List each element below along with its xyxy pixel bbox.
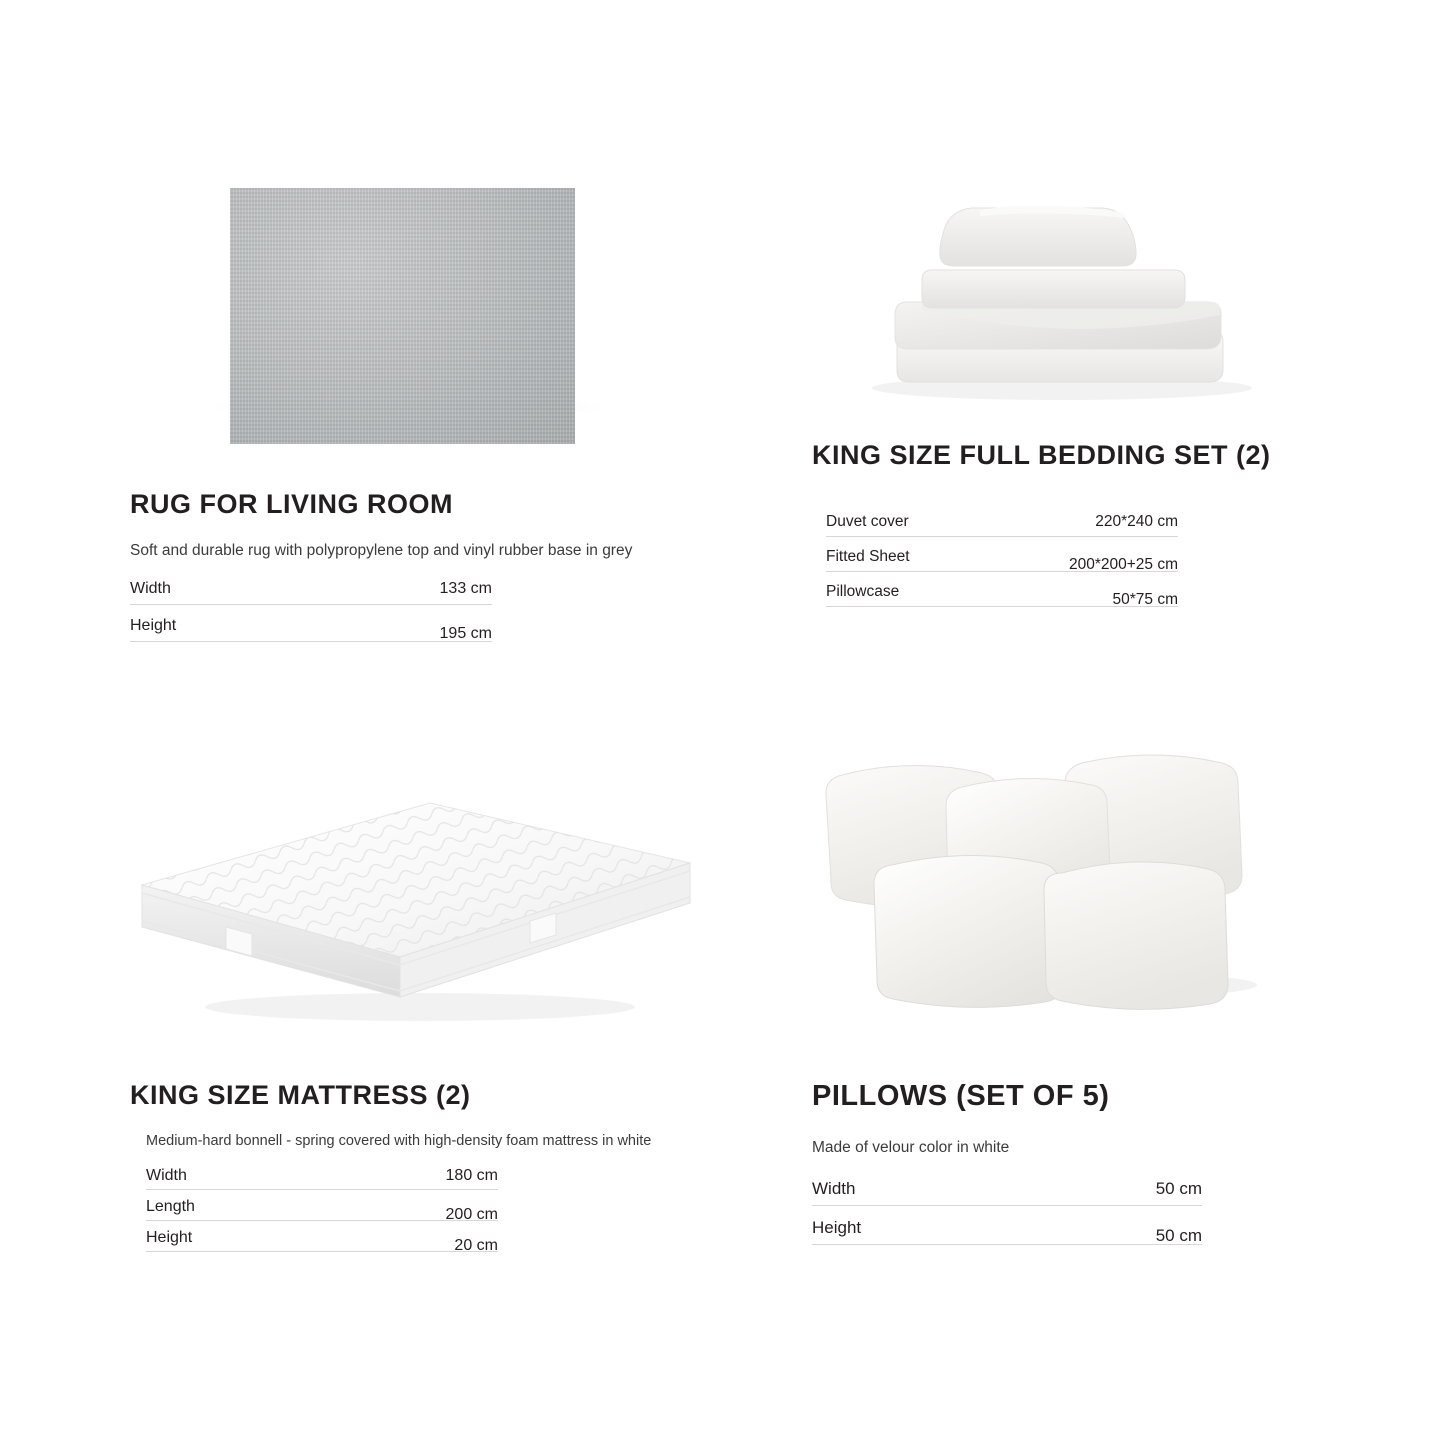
page-title-mattress: KING SIZE MATTRESS (2)	[130, 1080, 471, 1110]
spec-value: 195 cm	[439, 625, 492, 642]
product-card-mattress	[130, 745, 730, 1260]
spec-label: Fitted Sheet	[826, 548, 910, 565]
table-row	[826, 583, 1178, 607]
rug-image	[130, 170, 710, 445]
table-row	[146, 1229, 498, 1252]
spec-label: Height	[146, 1229, 193, 1246]
product-card-pillows	[812, 745, 1412, 1257]
table-row	[812, 1179, 1202, 1206]
spec-value: 20 cm	[454, 1237, 498, 1254]
spec-value: 220*240 cm	[1095, 513, 1178, 530]
spec-label: Length	[146, 1198, 195, 1215]
page-title-rug: RUG FOR LIVING ROOM	[130, 489, 453, 519]
description-mattress: Medium-hard bonnell - spring covered with high-density foam mattress in white	[146, 1133, 652, 1149]
table-row	[826, 548, 1178, 572]
bedding-set-image	[812, 150, 1412, 415]
description-pillows: Made of velour color in white	[812, 1139, 1010, 1156]
spec-value: 200*200+25 cm	[1068, 556, 1178, 573]
rug-texture	[230, 188, 575, 444]
spec-label: Width	[130, 580, 171, 597]
product-card-rug	[130, 170, 710, 654]
spec-label: Duvet cover	[826, 513, 909, 530]
table-row	[146, 1167, 498, 1190]
table-row	[130, 580, 492, 605]
spec-table-mattress	[146, 1167, 498, 1252]
page-title-pillows: PILLOWS (SET OF 5)	[812, 1080, 1110, 1112]
bedding-set-illustration	[812, 150, 1412, 415]
table-row	[826, 513, 1178, 537]
product-card-bedding	[812, 150, 1412, 618]
mattress-image	[130, 745, 730, 1045]
description-rug: Soft and durable rug with polypropylene top and vinyl rubber base in grey	[130, 542, 633, 559]
spec-value: 50*75 cm	[1112, 591, 1178, 608]
pillows-illustration	[812, 745, 1412, 1045]
pillows-image	[812, 745, 1412, 1045]
spec-table-pillows	[812, 1179, 1202, 1245]
table-row	[146, 1198, 498, 1221]
spec-label: Width	[146, 1167, 187, 1184]
spec-label: Pillowcase	[826, 583, 900, 600]
spec-table-rug	[130, 580, 492, 642]
table-row	[130, 617, 492, 642]
table-row	[812, 1218, 1202, 1245]
page-title-bedding: KING SIZE FULL BEDDING SET (2)	[812, 440, 1271, 470]
spec-value: 50 cm	[1155, 1179, 1202, 1198]
spec-table-bedding	[826, 513, 1178, 607]
spec-label: Height	[130, 617, 177, 634]
spec-value: 50 cm	[1155, 1226, 1202, 1245]
spec-value: 133 cm	[439, 580, 492, 597]
spec-value: 180 cm	[445, 1167, 498, 1184]
spec-value: 200 cm	[445, 1206, 498, 1223]
spec-label: Width	[812, 1179, 856, 1198]
mattress-illustration	[130, 745, 730, 1045]
spec-label: Height	[812, 1218, 862, 1237]
